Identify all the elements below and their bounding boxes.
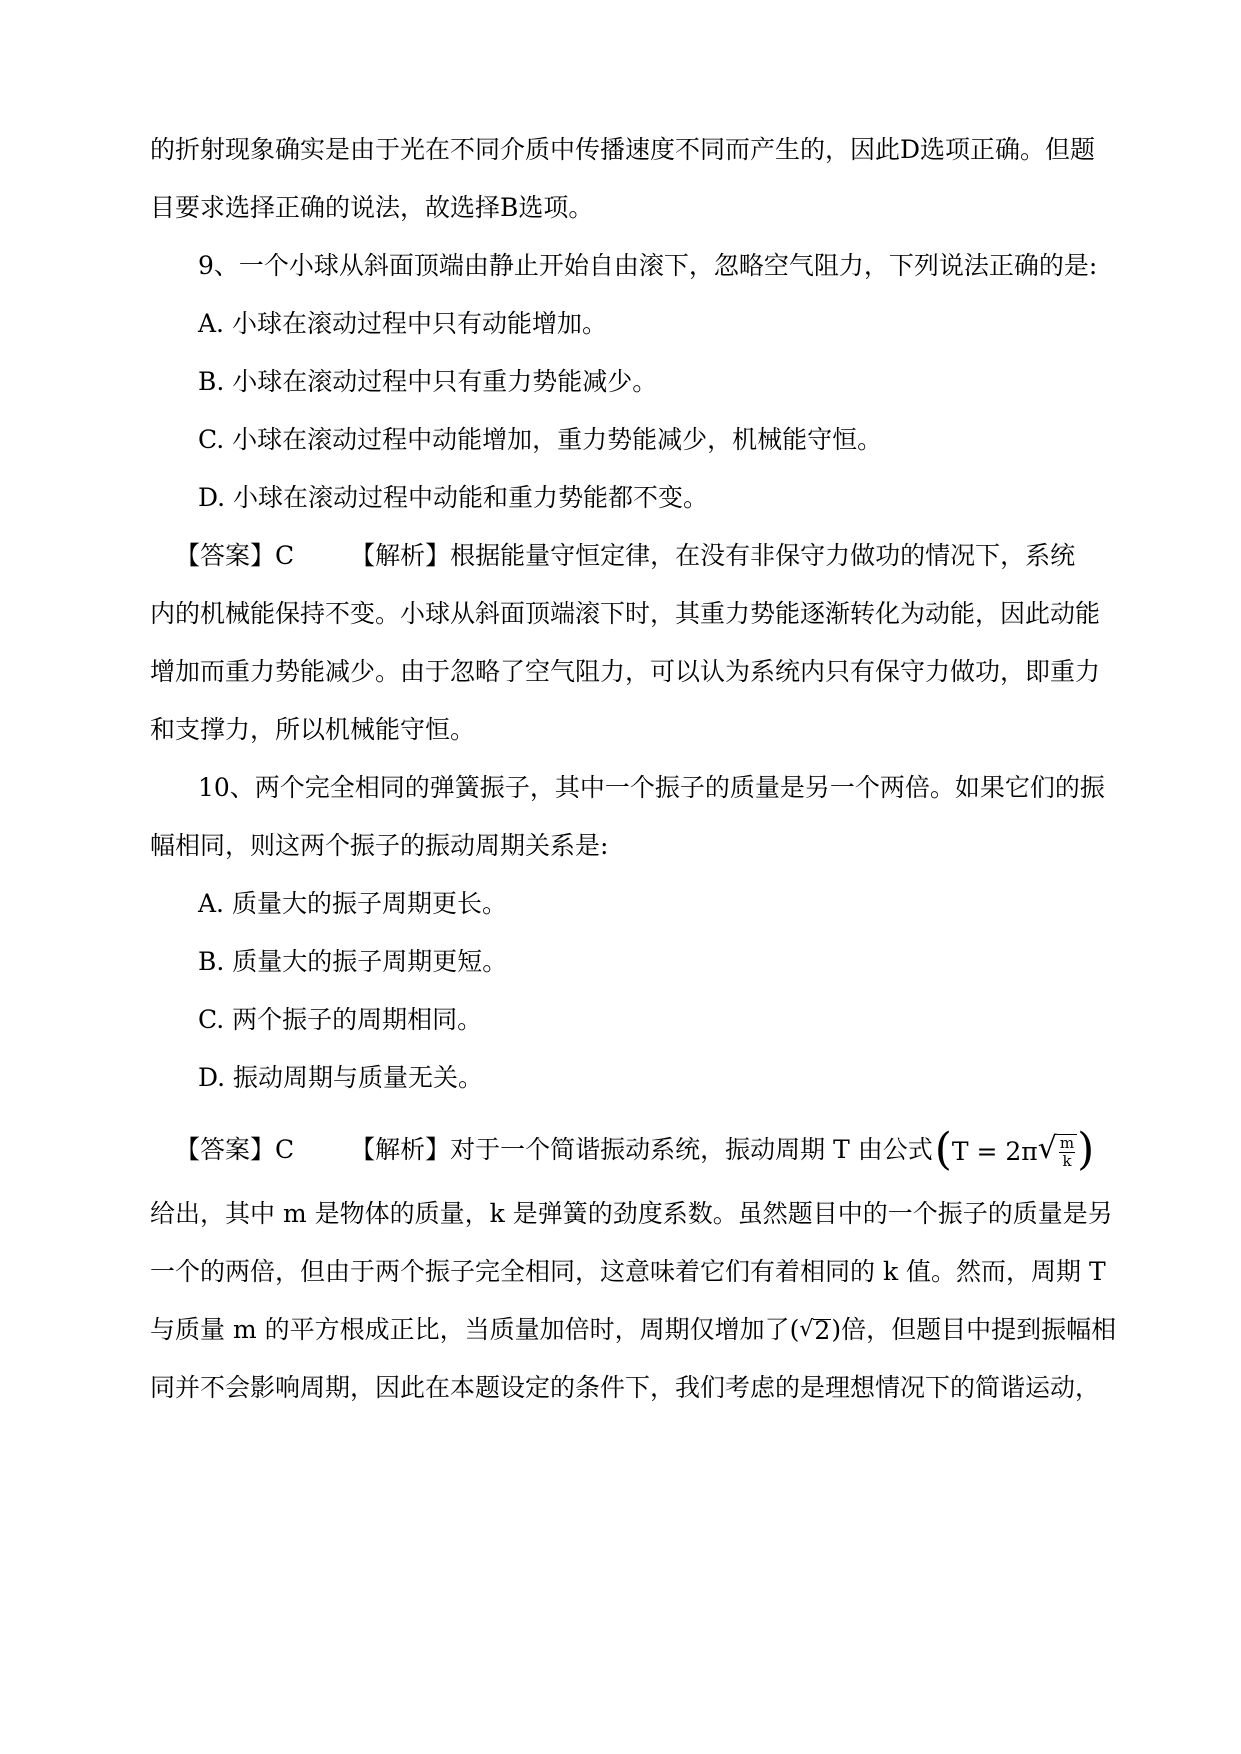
question-9-option-a: A. 小球在滚动过程中只有动能增加。 <box>198 309 607 338</box>
question-10-stem-cont: 幅相同，则这两个振子的振动周期关系是: <box>150 831 609 860</box>
question-10-stem: 10、两个完全相同的弹簧振子，其中一个振子的质量是另一个两倍。如果它们的振 <box>198 773 1105 802</box>
paragraph-line: 目要求选择正确的说法，故选择B选项。 <box>150 193 594 222</box>
question-9-option-b: B. 小球在滚动过程中只有重力势能减少。 <box>198 367 658 396</box>
paragraph-line: 的折射现象确实是由于光在不同介质中传播速度不同而产生的，因此D选项正确。但题 <box>150 135 1096 164</box>
period-formula: ( T = 2π √ $\frac{m}{k}$ ) <box>934 1123 1095 1175</box>
answer-10-header <box>175 1123 1095 1175</box>
question-9-option-c: C. 小球在滚动过程中动能增加，重力势能减少，机械能守恒。 <box>198 425 883 454</box>
question-9-stem: 9、一个小球从斜面顶端由静止开始自由滚下，忽略空气阻力，下列说法正确的是: <box>198 251 1098 280</box>
question-10-option-d: D. 振动周期与质量无关。 <box>198 1063 484 1092</box>
paragraph-line: 同并不会影响周期，因此在本题设定的条件下，我们考虑的是理想情况下的简谐运动， <box>150 1373 1101 1402</box>
answer-9-header <box>175 539 1075 573</box>
question-10-option-c: C. 两个振子的周期相同。 <box>198 1005 483 1034</box>
paragraph-line: 给出，其中 m 是物体的质量，k 是弹簧的劲度系数。虽然题目中的一个振子的质量是另 <box>150 1199 1113 1228</box>
question-9-option-d: D. 小球在滚动过程中动能和重力势能都不变。 <box>198 483 709 512</box>
paragraph-line: 和支撑力，所以机械能守恒。 <box>150 715 476 744</box>
paragraph-line-with-root: 与质量 m 的平方根成正比，当质量加倍时，周期仅增加了( √ 2 )倍，但题目中提到振幅相 <box>150 1313 1116 1347</box>
paragraph-line: 内的机械能保持不变。小球从斜面顶端滚下时，其重力势能逐渐转化为动能，因此动能 <box>150 599 1101 628</box>
paragraph-line: 一个的两倍，但由于两个振子完全相同，这意味着它们有着相同的 k 值。然而，周期 T <box>150 1257 1106 1286</box>
answer-label: 【答案】C <box>175 541 295 570</box>
analysis-label: 【解析】对于一个简谐振动系统，振动周期 T 由公式 <box>350 1135 933 1164</box>
sqrt-2-expression: ( √ 2 ) <box>789 1315 842 1345</box>
paragraph-line: 增加而重力势能减少。由于忽略了空气阻力，可以认为系统内只有保守力做功，即重力 <box>150 657 1101 686</box>
answer-label: 【答案】C <box>175 1135 295 1164</box>
question-10-option-a: A. 质量大的振子周期更长。 <box>198 889 507 918</box>
question-10-option-b: B. 质量大的振子周期更短。 <box>198 947 508 976</box>
analysis-label: 【解析】根据能量守恒定律，在没有非保守力做功的情况下，系统 <box>350 541 1076 570</box>
